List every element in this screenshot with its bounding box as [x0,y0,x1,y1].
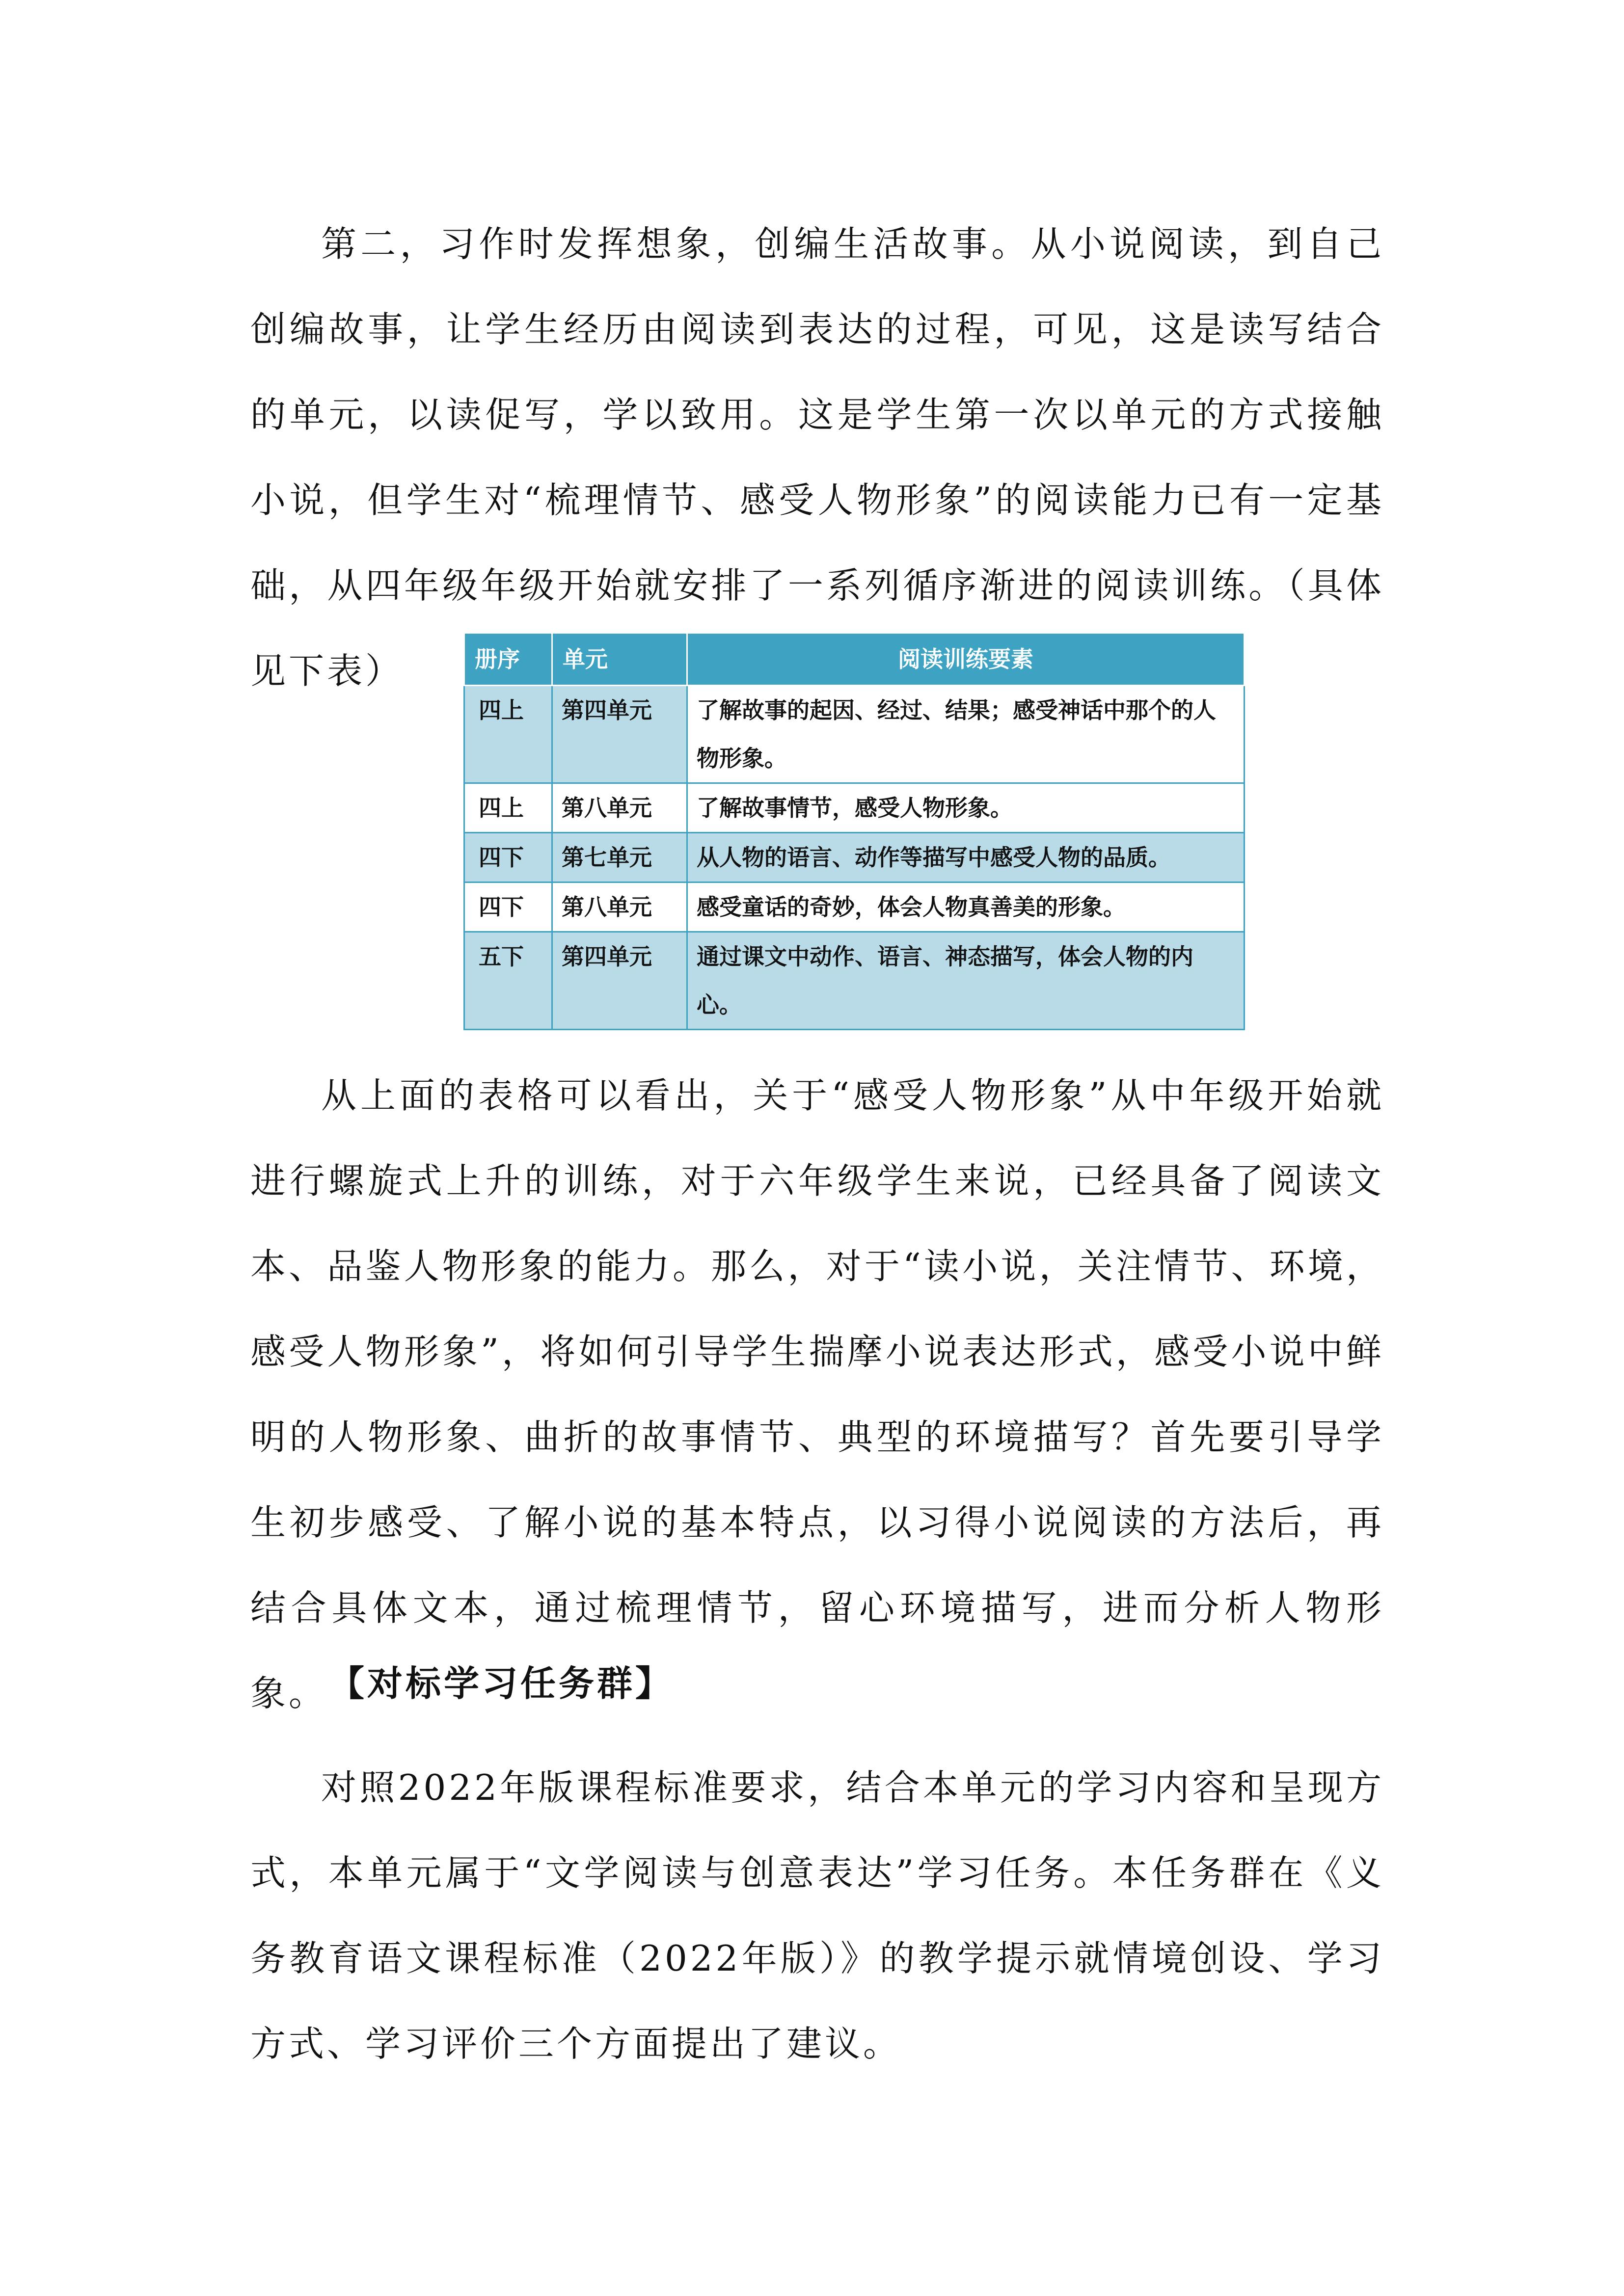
table-row [464,783,1245,833]
table-row [464,833,1245,882]
table-cell-volume: 四下 [464,882,552,932]
section-heading: 【对标学习任务群】 [329,1662,674,1704]
table-cell-unit: 第四单元 [552,932,687,1030]
table-cell-unit: 第八单元 [552,783,687,833]
table-cell-volume: 四上 [464,783,552,833]
table-cell-unit: 第七单元 [552,833,687,882]
paragraph-reading-writing: 第二，习作时发挥想象，创编生活故事。从小说阅读，到自己创编故事，让学生经历由阅读到表达的过程，可见，这是读写结合的单元，以读促写，学以致用。这是学生第一次以单元的方式接触小说，但学生对“梳理情节、感受人物形象”的阅读能力已有一定基础，从四年级年级开始就安排了一系列循序渐进的阅读训练。（具体见下表） [250,223,1384,692]
table-cell-elements: 通过课文中动作、语言、神态描写，体会人物的内心。 [687,932,1245,1030]
table-cell-elements: 了解故事情节，感受人物形象。 [687,783,1245,833]
table-row [464,882,1245,932]
table-cell-volume: 四上 [464,686,552,783]
table-cell-elements: 了解故事的起因、经过、结果；感受神话中那个的人物形象。 [687,686,1245,783]
reading-training-table [463,632,1245,1030]
header-volume: 册序 [464,633,552,686]
header-unit: 单元 [552,633,687,686]
table-cell-unit: 第四单元 [552,686,687,783]
table-cell-unit: 第八单元 [552,882,687,932]
table-cell-elements: 从人物的语言、动作等描写中感受人物的品质。 [687,833,1245,882]
table-cell-volume: 四下 [464,833,552,882]
header-elements: 阅读训练要素 [687,633,1245,686]
table-cell-volume: 五下 [464,932,552,1030]
paragraph-table-analysis: 从上面的表格可以看出，关于“感受人物形象”从中年级开始就进行螺旋式上升的训练，对于六年级学生来说，已经具备了阅读文本、品鉴人物形象的能力。那么，对于“读小说，关注情节、环境，感受人物形象”，将如何引导学生揣摩小说表达形式，感受小说中鲜明的人物形象、曲折的故事情节、典型的环境描写？首先要引导学生初步感受、了解小说的基本特点，以习得小说阅读的方法后，再结合具体文本，通过梳理情节，留心环境描写，进而分析人物形象。 [250,1075,1384,1714]
table-header-row [464,633,1245,686]
table-cell-elements: 感受童话的奇妙，体会人物真善美的形象。 [687,882,1245,932]
paragraph-curriculum-standard: 对照2022年版课程标准要求，结合本单元的学习内容和呈现方式，本单元属于“文学阅读与创意表达”学习任务。本任务群在《义务教育语文课程标准（2022年版）》的教学提示就情境创设、学习方式、学习评价三个方面提出了建议。 [250,1767,1384,2064]
table-row [464,932,1245,1030]
table-row [464,686,1245,783]
